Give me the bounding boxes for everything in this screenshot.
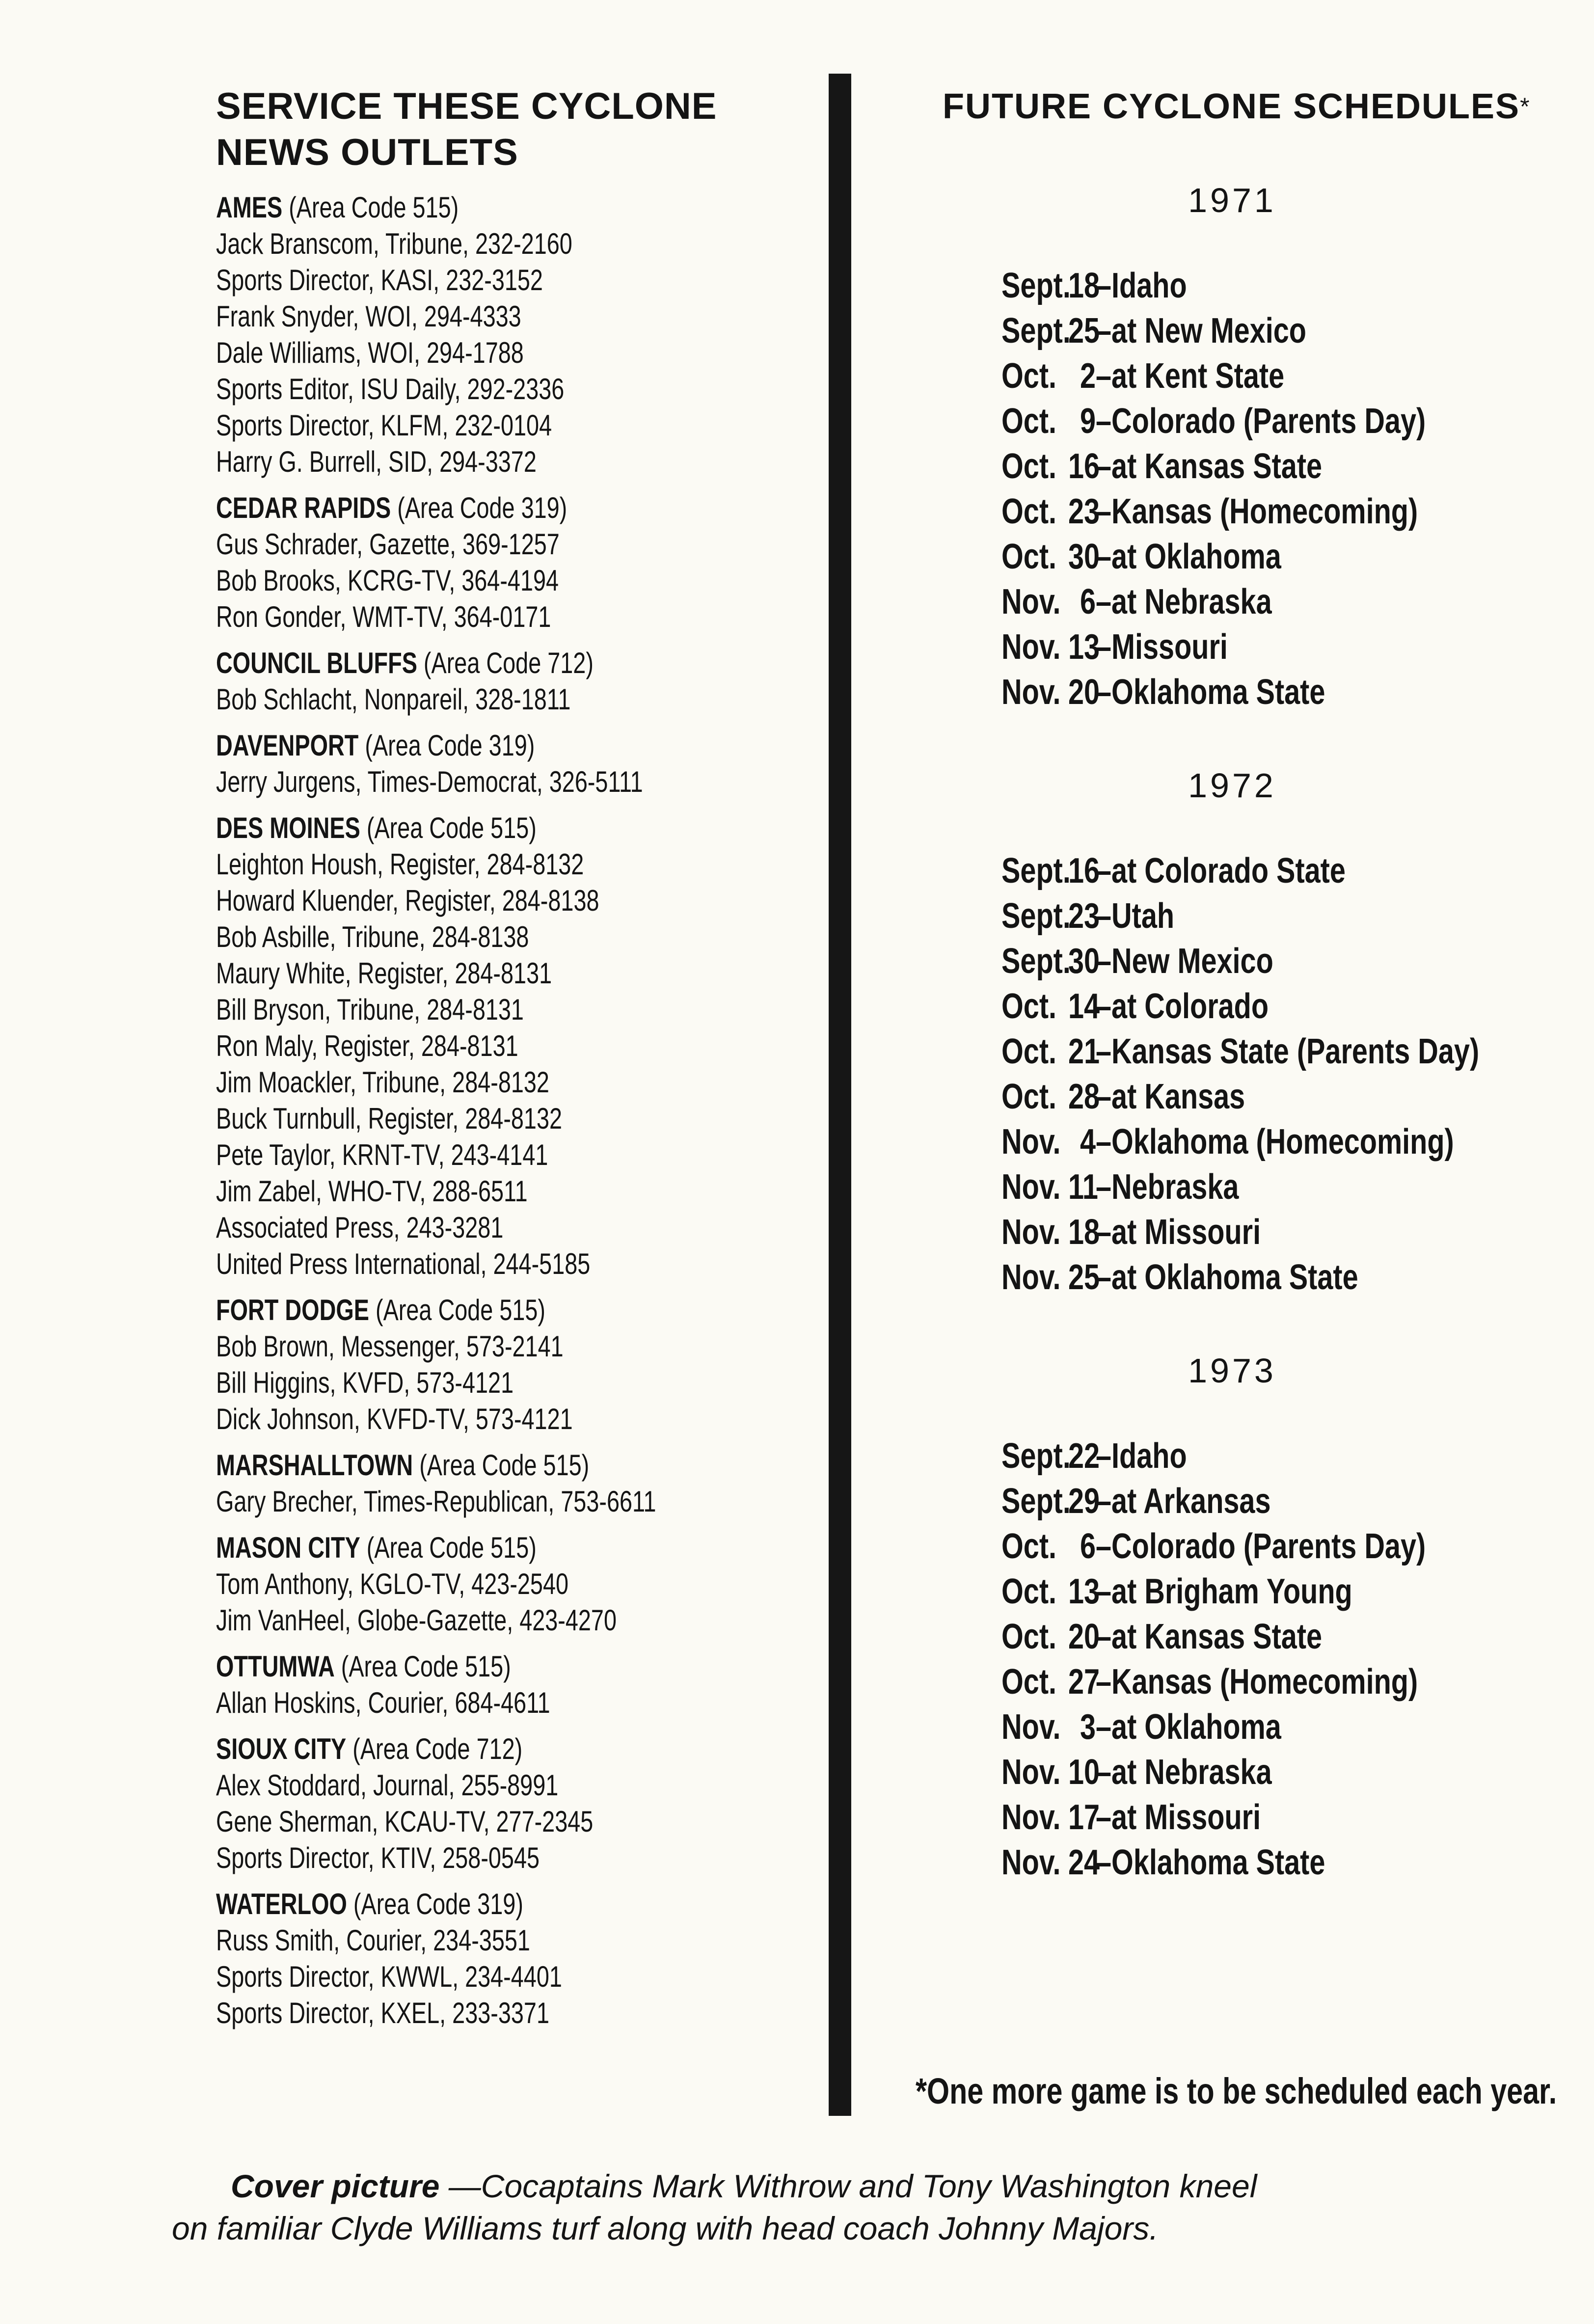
game-opponent: Idaho bbox=[1111, 1436, 1187, 1476]
game-row bbox=[1001, 1750, 1453, 1795]
game-day: 21 bbox=[1068, 1032, 1100, 1071]
city-heading bbox=[216, 1447, 675, 1484]
game-row bbox=[1001, 489, 1453, 534]
game-dash: – bbox=[1096, 492, 1112, 531]
game-dash: – bbox=[1096, 987, 1112, 1026]
game-opponent: at Kansas bbox=[1111, 1077, 1245, 1116]
city-area-code: (Area Code 515) bbox=[376, 1294, 546, 1326]
contact-line: Jerry Jurgens, Times-Democrat, 326-5111 bbox=[216, 765, 643, 798]
contact-line: Dale Williams, WOI, 294-1788 bbox=[216, 336, 524, 369]
game-row bbox=[1001, 939, 1453, 984]
year-schedule-1973 bbox=[913, 1351, 1566, 1885]
game-opponent: Colorado (Parents Day) bbox=[1111, 1527, 1426, 1566]
game-dash: – bbox=[1096, 447, 1112, 486]
contact-line: Jim Zabel, WHO-TV, 288-6511 bbox=[216, 1175, 528, 1208]
game-row bbox=[1001, 1569, 1453, 1614]
game-day: 18 bbox=[1068, 266, 1100, 305]
game-day: 30 bbox=[1068, 942, 1100, 981]
game-month: Oct. bbox=[1001, 537, 1057, 576]
city-area-code: (Area Code 515) bbox=[419, 1449, 590, 1482]
game-month: Sept. bbox=[1001, 851, 1071, 891]
game-dash: – bbox=[1096, 1032, 1112, 1071]
city-heading bbox=[216, 810, 675, 846]
game-month: Oct. bbox=[1001, 356, 1057, 396]
city-name: AMES bbox=[216, 191, 283, 224]
contact-line: Sports Editor, ISU Daily, 292-2336 bbox=[216, 373, 565, 405]
contact-line: Howard Kluender, Register, 284-8138 bbox=[216, 884, 599, 917]
game-month: Oct. bbox=[1001, 1572, 1057, 1611]
city-block bbox=[216, 810, 805, 1282]
game-row bbox=[1001, 1614, 1453, 1659]
column-divider bbox=[829, 74, 851, 2116]
year-heading: 1972 bbox=[1188, 766, 1276, 805]
city-heading bbox=[216, 728, 675, 764]
city-heading bbox=[216, 490, 675, 526]
game-day: 18 bbox=[1068, 1213, 1100, 1252]
contact-line: Jim Moackler, Tribune, 284-8132 bbox=[216, 1066, 549, 1099]
game-day: 6 bbox=[1080, 1527, 1096, 1566]
schedules-title-asterisk: * bbox=[1520, 93, 1531, 120]
game-opponent: at Missouri bbox=[1111, 1213, 1261, 1252]
game-row bbox=[1001, 534, 1453, 579]
game-opponent: Colorado (Parents Day) bbox=[1111, 402, 1426, 441]
news-outlets-title-line1: SERVICE THESE CYCLONE bbox=[216, 85, 717, 127]
game-day: 13 bbox=[1068, 1572, 1100, 1611]
game-dash: – bbox=[1096, 1213, 1112, 1252]
city-name: MARSHALLTOWN bbox=[216, 1449, 413, 1482]
contact-line: Gene Sherman, KCAU-TV, 277-2345 bbox=[216, 1805, 594, 1838]
game-day: 20 bbox=[1068, 1617, 1100, 1656]
cover-caption-line2: on familiar Clyde Williams turf along with head coach Johnny Majors. bbox=[172, 2210, 1159, 2246]
contact-line: Jack Branscom, Tribune, 232-2160 bbox=[216, 227, 572, 260]
game-month: Nov. bbox=[1001, 1258, 1061, 1297]
schedules-column bbox=[913, 83, 1566, 1885]
city-area-code: (Area Code 319) bbox=[353, 1888, 523, 1920]
game-month: Sept. bbox=[1001, 266, 1071, 305]
city-list bbox=[216, 189, 805, 2031]
contact-line: Bob Brown, Messenger, 573-2141 bbox=[216, 1330, 564, 1363]
game-row bbox=[1001, 1164, 1453, 1210]
game-month: Sept. bbox=[1001, 311, 1071, 351]
cover-caption bbox=[172, 2165, 1546, 2249]
contact-line: Tom Anthony, KGLO-TV, 423-2540 bbox=[216, 1567, 569, 1600]
game-dash: – bbox=[1096, 1843, 1112, 1882]
city-area-code: (Area Code 515) bbox=[289, 191, 459, 224]
contact-line: Harry G. Burrell, SID, 294-3372 bbox=[216, 445, 537, 478]
game-day: 20 bbox=[1068, 673, 1100, 712]
game-month: Oct. bbox=[1001, 1617, 1057, 1656]
game-opponent: at Colorado bbox=[1111, 987, 1269, 1026]
game-month: Nov. bbox=[1001, 1753, 1061, 1792]
game-month: Oct. bbox=[1001, 1527, 1057, 1566]
game-opponent: Oklahoma State bbox=[1111, 1843, 1325, 1882]
game-row bbox=[1001, 1210, 1453, 1255]
game-row bbox=[1001, 263, 1453, 308]
city-name: FORT DODGE bbox=[216, 1294, 369, 1326]
city-name: DES MOINES bbox=[216, 811, 360, 844]
game-row bbox=[1001, 1479, 1453, 1524]
game-dash: – bbox=[1096, 1258, 1112, 1297]
game-row bbox=[1001, 444, 1453, 489]
city-block bbox=[216, 1530, 805, 1639]
game-opponent: Kansas (Homecoming) bbox=[1111, 492, 1418, 531]
game-opponent: at Kansas State bbox=[1111, 447, 1323, 486]
game-dash: – bbox=[1096, 1753, 1112, 1792]
contact-line: Pete Taylor, KRNT-TV, 243-4141 bbox=[216, 1138, 548, 1171]
game-dash: – bbox=[1096, 1572, 1112, 1611]
city-block bbox=[216, 728, 805, 800]
city-block bbox=[216, 1886, 805, 2031]
city-name: DAVENPORT bbox=[216, 729, 359, 762]
contact-line: Frank Snyder, WOI, 294-4333 bbox=[216, 300, 521, 333]
contact-line: Gus Schrader, Gazette, 369-1257 bbox=[216, 528, 560, 561]
game-row bbox=[1001, 1074, 1453, 1119]
game-dash: – bbox=[1096, 1707, 1112, 1747]
game-day: 25 bbox=[1068, 311, 1100, 351]
game-month: Sept. bbox=[1001, 896, 1071, 936]
year-heading: 1971 bbox=[1188, 181, 1276, 219]
game-row bbox=[1001, 579, 1453, 624]
game-month: Nov. bbox=[1001, 1122, 1061, 1162]
game-opponent: Nebraska bbox=[1111, 1167, 1239, 1207]
game-dash: – bbox=[1096, 311, 1112, 351]
game-day: 29 bbox=[1068, 1482, 1100, 1521]
game-month: Oct. bbox=[1001, 1032, 1057, 1071]
city-block bbox=[216, 1292, 805, 1437]
game-opponent: at Missouri bbox=[1111, 1798, 1261, 1837]
game-dash: – bbox=[1096, 1798, 1112, 1837]
contact-line: Buck Turnbull, Register, 284-8132 bbox=[216, 1102, 563, 1135]
game-day: 23 bbox=[1068, 492, 1100, 531]
contact-line: Bill Higgins, KVFD, 573-4121 bbox=[216, 1366, 514, 1399]
game-opponent: Utah bbox=[1111, 896, 1175, 936]
game-dash: – bbox=[1096, 1077, 1112, 1116]
contact-line: Alex Stoddard, Journal, 255-8991 bbox=[216, 1769, 559, 1802]
game-day: 17 bbox=[1068, 1798, 1100, 1837]
city-block bbox=[216, 1731, 805, 1876]
game-month: Sept. bbox=[1001, 942, 1071, 981]
game-day: 11 bbox=[1068, 1167, 1098, 1207]
city-block bbox=[216, 645, 805, 718]
game-opponent: at Arkansas bbox=[1111, 1482, 1271, 1521]
contact-line: Ron Maly, Register, 284-8131 bbox=[216, 1029, 518, 1062]
city-area-code: (Area Code 515) bbox=[366, 811, 537, 844]
game-month: Sept. bbox=[1001, 1482, 1071, 1521]
contact-line: Dick Johnson, KVFD-TV, 573-4121 bbox=[216, 1403, 573, 1435]
contact-line: Bob Brooks, KCRG-TV, 364-4194 bbox=[216, 564, 559, 597]
year-heading: 1973 bbox=[1188, 1351, 1276, 1390]
game-day: 22 bbox=[1068, 1436, 1100, 1476]
city-area-code: (Area Code 712) bbox=[423, 647, 594, 679]
year-schedule-1972 bbox=[913, 766, 1566, 1300]
game-row bbox=[1001, 1659, 1453, 1704]
contact-line: Russ Smith, Courier, 234-3551 bbox=[216, 1924, 530, 1957]
schedule-footnote: *One more game is to be scheduled each year. bbox=[916, 2071, 1557, 2111]
contact-line: Associated Press, 243-3281 bbox=[216, 1211, 504, 1244]
contact-line: Bob Asbille, Tribune, 284-8138 bbox=[216, 920, 529, 953]
contact-line: Leighton Housh, Register, 284-8132 bbox=[216, 848, 584, 881]
game-row bbox=[1001, 1840, 1453, 1885]
game-dash: – bbox=[1096, 673, 1112, 712]
city-block bbox=[216, 189, 805, 480]
game-dash: – bbox=[1096, 1617, 1112, 1656]
game-dash: – bbox=[1096, 1662, 1112, 1702]
city-name: WATERLOO bbox=[216, 1888, 347, 1920]
game-day: 13 bbox=[1068, 627, 1100, 667]
game-day: 14 bbox=[1068, 987, 1100, 1026]
game-dash: – bbox=[1096, 1482, 1112, 1521]
game-row bbox=[1001, 1524, 1453, 1569]
city-block bbox=[216, 1648, 805, 1721]
game-opponent: at New Mexico bbox=[1111, 311, 1306, 351]
game-month: Nov. bbox=[1001, 1798, 1061, 1837]
news-outlets-title bbox=[216, 83, 805, 176]
game-day: 23 bbox=[1068, 896, 1100, 936]
game-row bbox=[1001, 399, 1453, 444]
game-opponent: at Oklahoma State bbox=[1111, 1258, 1358, 1297]
game-row bbox=[1001, 1795, 1453, 1840]
game-month: Oct. bbox=[1001, 492, 1057, 531]
city-area-code: (Area Code 319) bbox=[397, 491, 567, 524]
game-row bbox=[1001, 893, 1453, 939]
contact-line: Ron Gonder, WMT-TV, 364-0171 bbox=[216, 600, 551, 633]
game-day: 30 bbox=[1068, 537, 1100, 576]
game-row bbox=[1001, 1704, 1453, 1750]
game-row bbox=[1001, 353, 1453, 399]
game-month: Nov. bbox=[1001, 673, 1061, 712]
game-month: Oct. bbox=[1001, 987, 1057, 1026]
city-name: MASON CITY bbox=[216, 1531, 360, 1564]
city-heading bbox=[216, 1292, 675, 1328]
game-dash: – bbox=[1096, 896, 1112, 936]
game-month: Oct. bbox=[1001, 1662, 1057, 1702]
game-dash: – bbox=[1096, 1436, 1112, 1476]
game-day: 16 bbox=[1068, 447, 1100, 486]
game-day: 9 bbox=[1080, 402, 1096, 441]
game-opponent: Kansas State (Parents Day) bbox=[1111, 1032, 1480, 1071]
game-row bbox=[1001, 1255, 1453, 1300]
year-schedule-1971 bbox=[913, 181, 1566, 715]
city-block bbox=[216, 1447, 805, 1520]
game-day: 3 bbox=[1080, 1707, 1096, 1747]
schedules-title bbox=[943, 83, 1566, 130]
game-day: 2 bbox=[1080, 356, 1096, 396]
game-dash: – bbox=[1096, 1527, 1112, 1566]
game-row bbox=[1001, 670, 1453, 715]
game-day: 6 bbox=[1080, 582, 1096, 622]
contact-line: Sports Director, KTIV, 258-0545 bbox=[216, 1841, 540, 1874]
game-opponent: Oklahoma (Homecoming) bbox=[1111, 1122, 1454, 1162]
city-area-code: (Area Code 712) bbox=[352, 1732, 523, 1765]
game-month: Oct. bbox=[1001, 447, 1057, 486]
game-opponent: at Nebraska bbox=[1111, 1753, 1272, 1792]
game-dash: – bbox=[1096, 1122, 1112, 1162]
game-opponent: at Colorado State bbox=[1111, 851, 1346, 891]
game-dash: – bbox=[1096, 266, 1112, 305]
city-name: OTTUMWA bbox=[216, 1650, 335, 1683]
city-heading bbox=[216, 1886, 675, 1922]
news-outlets-column bbox=[216, 83, 805, 2041]
city-name: COUNCIL BLUFFS bbox=[216, 647, 417, 679]
contact-line: Gary Brecher, Times-Republican, 753-6611 bbox=[216, 1485, 656, 1518]
contact-line: Jim VanHeel, Globe-Gazette, 423-4270 bbox=[216, 1604, 617, 1637]
game-day: 16 bbox=[1068, 851, 1100, 891]
cover-caption-line1 bbox=[172, 2165, 1546, 2207]
game-opponent: at Brigham Young bbox=[1111, 1572, 1352, 1611]
city-area-code: (Area Code 319) bbox=[365, 729, 535, 762]
city-block bbox=[216, 490, 805, 635]
game-opponent: at Kent State bbox=[1111, 356, 1285, 396]
game-month: Nov. bbox=[1001, 627, 1061, 667]
game-dash: – bbox=[1096, 537, 1112, 576]
contact-line: Sports Director, KXEL, 233-3371 bbox=[216, 1997, 549, 2029]
game-opponent: Kansas (Homecoming) bbox=[1111, 1662, 1418, 1702]
game-day: 28 bbox=[1068, 1077, 1100, 1116]
contact-line: United Press International, 244-5185 bbox=[216, 1247, 591, 1280]
game-dash: – bbox=[1096, 627, 1112, 667]
city-heading bbox=[216, 645, 675, 681]
game-row bbox=[1001, 984, 1453, 1029]
game-opponent: Oklahoma State bbox=[1111, 673, 1325, 712]
contact-line: Sports Director, KLFM, 232-0104 bbox=[216, 409, 552, 442]
game-opponent: New Mexico bbox=[1111, 942, 1273, 981]
game-month: Nov. bbox=[1001, 1707, 1061, 1747]
city-name: SIOUX CITY bbox=[216, 1732, 347, 1765]
city-heading bbox=[216, 189, 675, 226]
game-row bbox=[1001, 1119, 1453, 1164]
cover-caption-label: Cover picture bbox=[231, 2168, 440, 2204]
game-day: 24 bbox=[1068, 1843, 1100, 1882]
game-month: Nov. bbox=[1001, 1167, 1061, 1207]
city-area-code: (Area Code 515) bbox=[341, 1650, 511, 1683]
game-month: Sept. bbox=[1001, 1436, 1071, 1476]
city-heading bbox=[216, 1648, 675, 1685]
game-row bbox=[1001, 848, 1453, 893]
game-opponent: Idaho bbox=[1111, 266, 1187, 305]
game-row bbox=[1001, 1029, 1480, 1074]
year-schedules bbox=[913, 181, 1566, 1885]
cover-caption-text1: —Cocaptains Mark Withrow and Tony Washington kneel bbox=[439, 2168, 1257, 2204]
game-dash: – bbox=[1096, 942, 1112, 981]
contact-line: Bob Schlacht, Nonpareil, 328-1811 bbox=[216, 683, 571, 716]
game-dash: – bbox=[1096, 1167, 1112, 1207]
game-opponent: Missouri bbox=[1111, 627, 1228, 667]
game-day: 27 bbox=[1068, 1662, 1100, 1702]
contact-line: Sports Director, KASI, 232-3152 bbox=[216, 264, 543, 297]
game-row bbox=[1001, 308, 1453, 353]
game-dash: – bbox=[1096, 402, 1112, 441]
game-opponent: at Oklahoma bbox=[1111, 537, 1281, 576]
game-month: Nov. bbox=[1001, 1213, 1061, 1252]
game-month: Oct. bbox=[1001, 402, 1057, 441]
game-month: Nov. bbox=[1001, 582, 1061, 622]
game-month: Nov. bbox=[1001, 1843, 1061, 1882]
game-row bbox=[1001, 1433, 1453, 1479]
game-row bbox=[1001, 624, 1453, 670]
schedules-title-text: FUTURE CYCLONE SCHEDULES bbox=[943, 87, 1520, 126]
game-day: 25 bbox=[1068, 1258, 1100, 1297]
game-opponent: at Oklahoma bbox=[1111, 1707, 1281, 1747]
game-day: 10 bbox=[1068, 1753, 1100, 1792]
game-opponent: at Kansas State bbox=[1111, 1617, 1323, 1656]
game-dash: – bbox=[1096, 356, 1112, 396]
city-name: CEDAR RAPIDS bbox=[216, 491, 391, 524]
game-dash: – bbox=[1096, 851, 1112, 891]
game-day: 4 bbox=[1080, 1122, 1096, 1162]
game-dash: – bbox=[1096, 582, 1112, 622]
city-heading bbox=[216, 1731, 675, 1767]
contact-line: Bill Bryson, Tribune, 284-8131 bbox=[216, 993, 524, 1026]
contact-line: Sports Director, KWWL, 234-4401 bbox=[216, 1960, 562, 1993]
game-opponent: at Nebraska bbox=[1111, 582, 1272, 622]
city-area-code: (Area Code 515) bbox=[366, 1531, 537, 1564]
city-heading bbox=[216, 1530, 675, 1566]
news-outlets-title-line2: NEWS OUTLETS bbox=[216, 132, 518, 173]
contact-line: Allan Hoskins, Courier, 684-4611 bbox=[216, 1686, 550, 1719]
game-month: Oct. bbox=[1001, 1077, 1057, 1116]
contact-line: Maury White, Register, 284-8131 bbox=[216, 957, 552, 990]
